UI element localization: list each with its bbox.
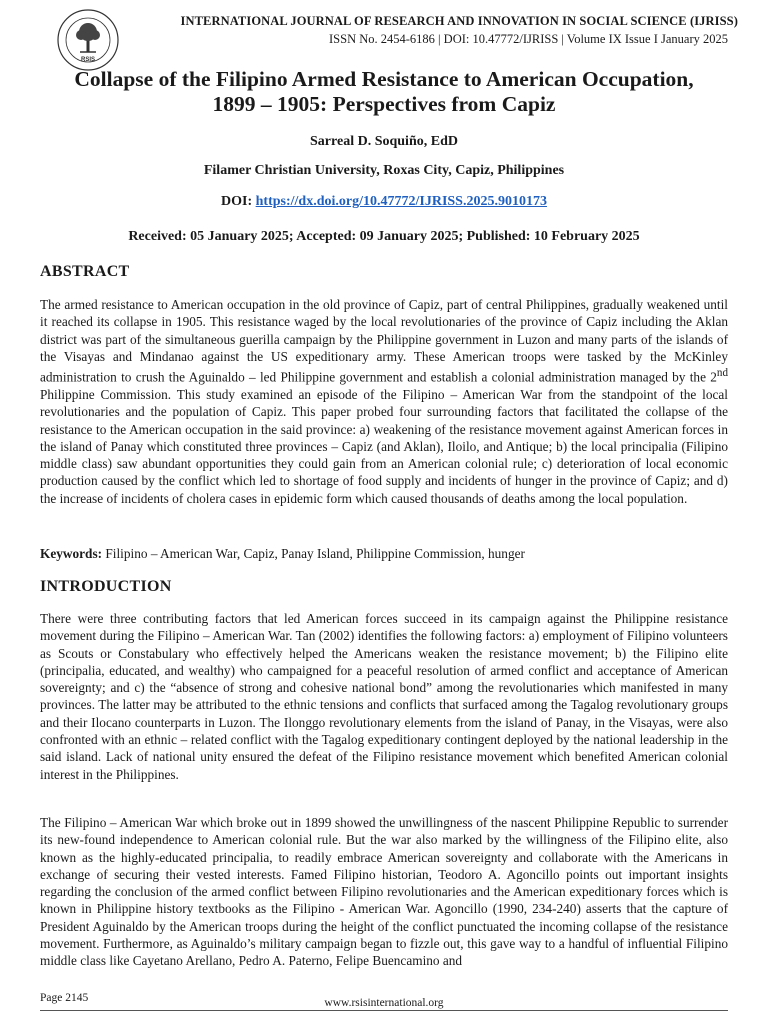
author-affiliation: Filamer Christian University, Roxas City, Capiz, Philippines (203, 163, 565, 178)
introduction-paragraph-2: The Filipino – American War which broke out in 1899 showed the unwillingness of the nascent Philippine Republic to surrender its new-found independence to American colonial rule. But the war also marked by the willingness of the Filipino elite, also known as the highly-educated principalia, to readily embrace American sovereignty and collaborate with the Americans in exchange of securing their vested interests. Famed Filipino historian, Teodoro A. Agoncillo points out important insights regarding the conclusion of the armed conflict between Filipino revolutionaries and the American expeditionary forces which is known in Philippine history textbooks as the Filipino - American War. Agoncillo (1990, 234-240) asserts that the capture of President Aguinaldo by the American troops during the height of the conflict punctuated the incoming collapse of the resistance movement. Furthermore, as Aguinaldo’s military campaign began to fizzle out, this gave way to a handful of influential Filipino middle class like Cayetano Arellano, Pedro A. Paterno, Felipe Buencamino and (40, 815, 728, 969)
journal-logo (56, 8, 120, 72)
keywords-label: Keywords: (40, 546, 103, 561)
title-line-1: Collapse of the Filipino Armed Resistance to American Occupation, (74, 67, 694, 91)
journal-meta: ISSN No. 2454-6186 | DOI: 10.47772/IJRISS | Volume IX Issue I January 2025 (329, 32, 728, 46)
abstract-superscript: nd (716, 367, 728, 380)
abstract-text-part2: Philippine Commission. This study examined an episode of the Filipino – American War from the standpoint of the local revolutionaries and the population of Capiz. This paper probed four surrounding factors that facilitated the collapse of the resistance to the American occupation in the said province: a) weakening of the resistance movement against American forces in the island of Panay which constituted three provinces – Capiz (and Aklan), Iloilo, and Antique; b) the local principalia (Filipino middle class) saw abundant opportunities they could gain from an American colonial rule; c) deterioration of local economic production caused by the conflict which led to shortage of food supply and incidents of hunger in the province of Capiz; and d) the increase of incidents of cholera cases in epidemic form which caused thousands of deaths among the local population. (40, 386, 728, 506)
keywords-text: Filipino – American War, Capiz, Panay Island, Philippine Commission, hunger (102, 546, 525, 561)
doi-label: DOI: (221, 194, 256, 209)
footer-divider (40, 1010, 728, 1011)
publication-dates: Received: 05 January 2025; Accepted: 09 January 2025; Published: 10 February 2025 (128, 229, 640, 244)
article-title (40, 67, 728, 117)
introduction-paragraph-1: There were three contributing factors that led American forces succeed in its campaign against the Philippine resistance movement during the Filipino – American War. Tan (2002) identifies the following factors: a) employment of Filipino volunteers as Scouts or Constabulary who effectively helped the Americans weaken the resistance movement; b) the Filipino elite (principalia, educated, and wealthy) who campaigned for a peaceful resolution of armed conflict and acceptance of American sovereignty; and c) the “absence of strong and cohesive national bond” among the revolutionaries which manifested in many provinces. The latter may be attributed to the ethnic tensions and conflicts that surfaced among the Tagalog revolutionary groups and their Ilocano counterparts in Luzon. The Ilonggo revolutionary elements from the island of Panay, in the Visayas, were also confronted with an ethnic – related conflict with the Tagalog expeditionary contingent deployed by the national leadership in the said island. Lack of national unity ensured the defeat of the Filipino resistance movement which benefited American colonial interest in the Philippines. (40, 611, 728, 782)
author-name: Sarreal D. Soquiño, EdD (310, 134, 458, 149)
journal-name: INTERNATIONAL JOURNAL OF RESEARCH AND INNOVATION IN SOCIAL SCIENCE (IJRISS) (180, 14, 738, 28)
abstract-text-part1: The armed resistance to American occupation in the old province of Capiz, part of central Philippines, gradually weakened until it reached its collapse in 1905. This resistance waged by the local revolutionaries of the province of Capiz including the Aklan district was part of the simultaneous guerilla campaign by the Philippine government in Luzon and many parts of the islands of the Visayas and Mindanao against the US expeditionary army. These American troops were tasked by the McKinley administration to crush the Aguinaldo – led Philippine government and establish a colonial administration managed by the 2 (40, 297, 728, 385)
logo-label: RSIS (80, 57, 96, 63)
title-line-2: 1899 – 1905: Perspectives from Capiz (212, 92, 556, 116)
abstract-paragraph (40, 296, 728, 507)
footer-website: www.rsisinternational.org (324, 997, 444, 1009)
keywords-line (40, 545, 728, 562)
page-number: Page 2145 (40, 992, 89, 1004)
abstract-heading: ABSTRACT (40, 263, 130, 280)
doi-line (40, 194, 728, 210)
introduction-heading: INTRODUCTION (40, 578, 172, 595)
doi-link[interactable]: https://dx.doi.org/10.47772/IJRISS.2025.9010173 (255, 194, 547, 209)
